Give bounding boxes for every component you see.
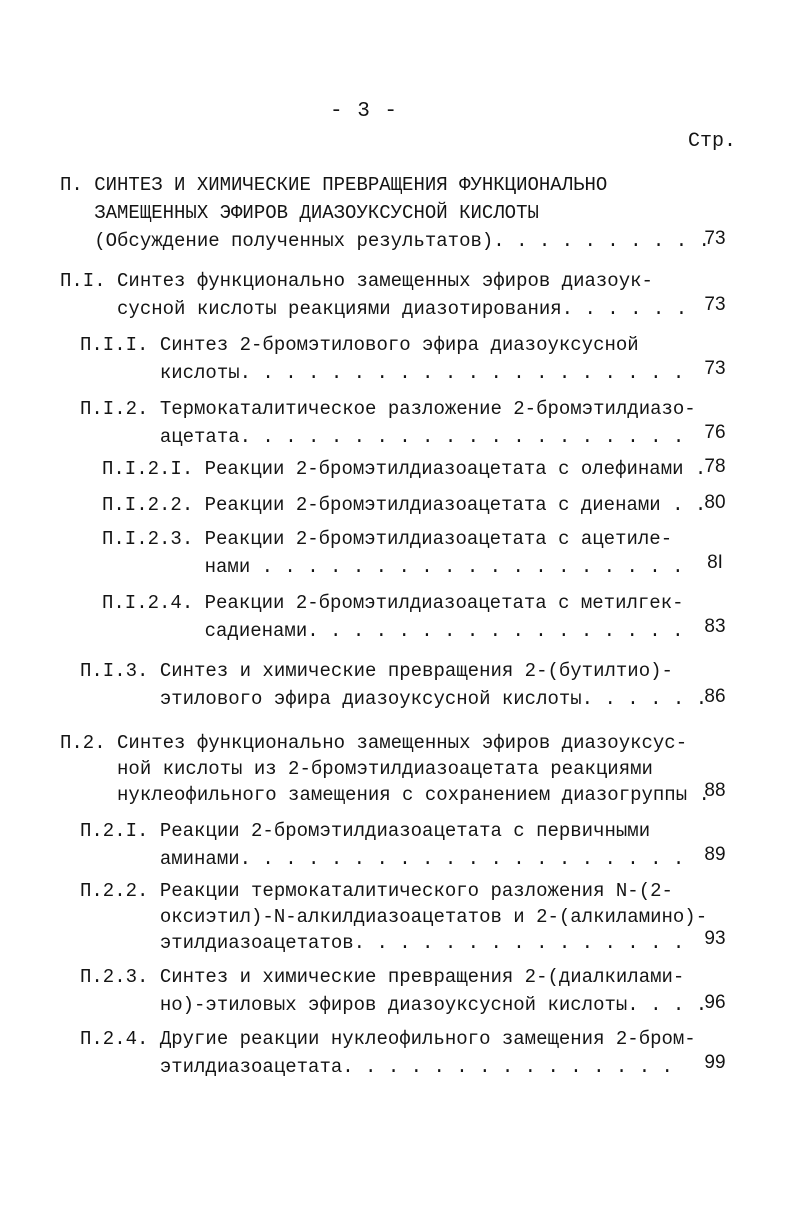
toc-page-number: 73 [704, 294, 726, 315]
toc-entry-text: садиенами. . . . . . . . . . . . . . . . . [102, 620, 684, 642]
toc-entry-text: П.I. Синтез функционально замещенных эфиров диазоук- [60, 270, 653, 292]
toc-page-number: 89 [704, 844, 726, 865]
toc-page-number: 78 [704, 456, 726, 477]
toc-entry-text: П. СИНТЕЗ И ХИМИЧЕСКИЕ ПРЕВРАЩЕНИЯ ФУНКЦИОНАЛЬНО [60, 174, 608, 196]
toc-entry-text: П.2.4. Другие реакции нуклеофильного замещения 2-бром- [80, 1028, 696, 1050]
toc-entry-text: нуклеофильного замещения с сохранением диазогруппы . [60, 784, 710, 806]
toc-entry-text: ЗАМЕЩЕННЫХ ЭФИРОВ ДИАЗОУКСУСНОЙ КИСЛОТЫ [60, 202, 539, 224]
toc-entry-text: этилового эфира диазоуксусной кислоты. . . . . . [80, 688, 708, 710]
toc-page-number: 86 [704, 686, 726, 707]
toc-entry-text: нами . . . . . . . . . . . . . . . . . . . [102, 556, 684, 578]
page-column-header: Стр. [688, 130, 737, 153]
toc-page-number: 8I [707, 552, 723, 573]
toc-entry-text: аминами. . . . . . . . . . . . . . . . . . . . [80, 848, 685, 870]
toc-entry-text: (Обсуждение полученных результатов). . . . . . . . . . [60, 230, 710, 252]
toc-page-number: 80 [704, 492, 726, 513]
toc-page-number: 88 [704, 780, 726, 801]
toc-entry-text: П.I.2. Термокаталитическое разложение 2-бромэтилдиазо- [80, 398, 696, 420]
toc-entry-text: П.I.I. Синтез 2-бромэтилового эфира диазоуксусной [80, 334, 639, 356]
toc-entry-text: П.2.2. Реакции термокаталитического разложения N-(2- [80, 880, 673, 902]
toc-page-number: 93 [704, 928, 726, 949]
page-number: - 3 - [330, 100, 399, 123]
toc-entry-text: П.2.I. Реакции 2-бромэтилдиазоацетата с первичными [80, 820, 651, 842]
toc-entry-text: сусной кислоты реакциями диазотирования. . . . . . [60, 298, 688, 320]
toc-page-number: 96 [704, 992, 726, 1013]
toc-page-number: 83 [704, 616, 726, 637]
toc-entry-text: этилдиазоацетатов. . . . . . . . . . . . . . . [80, 932, 685, 954]
toc-entry-text: П.2. Синтез функционально замещенных эфиров диазоуксус- [60, 732, 688, 754]
toc-entry-text: П.I.2.I. Реакции 2-бромэтилдиазоацетата с олефинами . [102, 458, 707, 480]
toc-entry-text: но)-этиловых эфиров диазоуксусной кислоты. . . . [80, 994, 708, 1016]
toc-page-number: 99 [704, 1052, 726, 1073]
toc-entry-text: П.2.3. Синтез и химические превращения 2-(диалкилами- [80, 966, 685, 988]
toc-entry-text: оксиэтил)-N-алкилдиазоацетатов и 2-(алкиламино)- [80, 906, 708, 928]
toc-entry-text: П.I.2.4. Реакции 2-бромэтилдиазоацетата с метилгек- [102, 592, 684, 614]
toc-page-number: 73 [704, 228, 726, 249]
toc-entry-text: ацетата. . . . . . . . . . . . . . . . . . . . [80, 426, 685, 448]
toc-entry-text: П.I.2.3. Реакции 2-бромэтилдиазоацетата с ацетиле- [102, 528, 673, 550]
toc-entry-text: П.I.3. Синтез и химические превращения 2-(бутилтио)- [80, 660, 673, 682]
toc-entry-text: кислоты. . . . . . . . . . . . . . . . . . . . [80, 362, 685, 384]
toc-entry-text: этилдиазоацетата. . . . . . . . . . . . . . . [80, 1056, 673, 1078]
toc-entry-text: ной кислоты из 2-бромэтилдиазоацетата реакциями [60, 758, 653, 780]
toc-entry-text: П.I.2.2. Реакции 2-бромэтилдиазоацетата с диенами . . [102, 494, 707, 516]
toc-page-number: 73 [704, 358, 726, 379]
toc-page-number: 76 [704, 422, 726, 443]
